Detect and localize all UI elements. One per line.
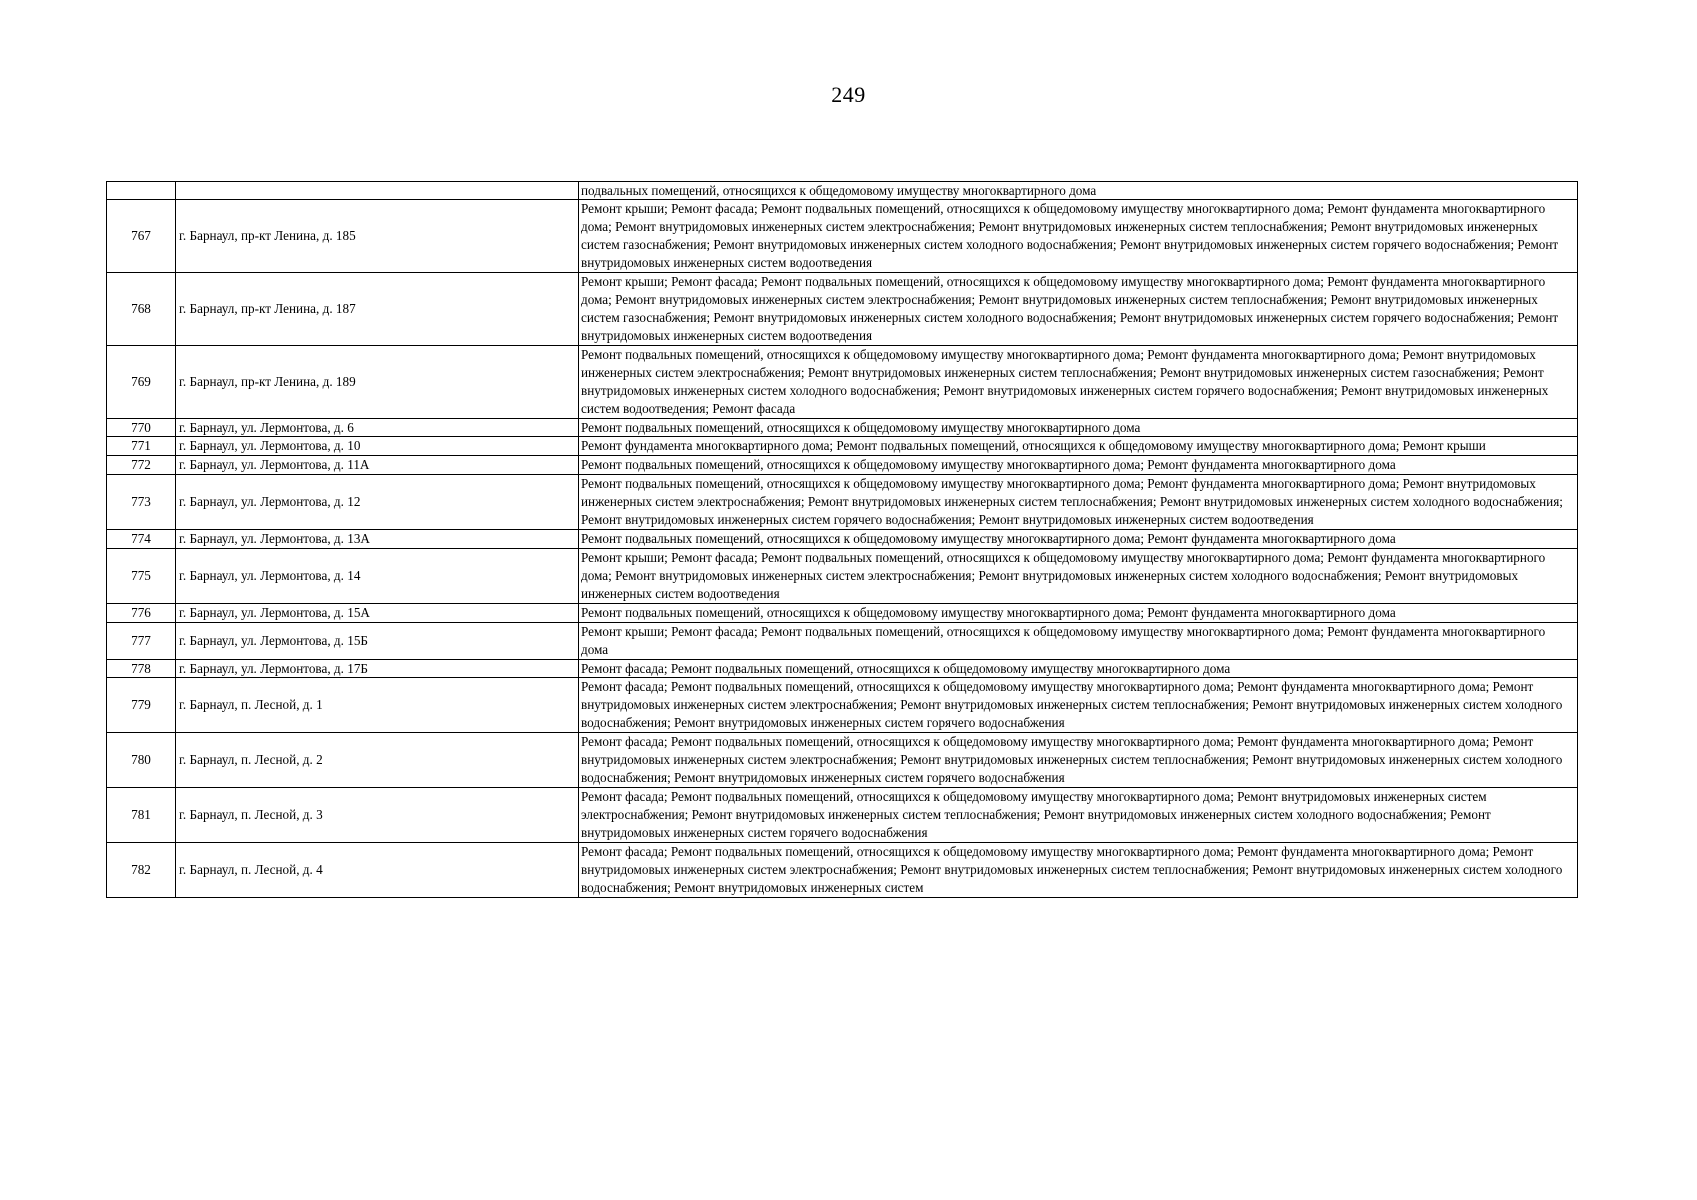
row-number-cell: 778 bbox=[107, 660, 176, 678]
address-cell: г. Барнаул, ул. Лермонтова, д. 14 bbox=[176, 549, 579, 604]
page-number: 249 bbox=[831, 82, 866, 107]
address-cell: г. Барнаул, п. Лесной, д. 1 bbox=[176, 678, 579, 733]
row-number-cell: 771 bbox=[107, 437, 176, 456]
table-row bbox=[107, 437, 1578, 456]
table-row bbox=[107, 419, 1578, 437]
works-cell: Ремонт фасада; Ремонт подвальных помещений, относящихся к общедомовому имуществу многоквартирного дома bbox=[579, 660, 1578, 678]
address-cell: г. Барнаул, ул. Лермонтова, д. 15Б bbox=[176, 623, 579, 660]
row-number-cell: 767 bbox=[107, 200, 176, 273]
row-number-cell: 780 bbox=[107, 733, 176, 788]
row-number-cell bbox=[107, 182, 176, 200]
row-number-cell: 770 bbox=[107, 419, 176, 437]
table-row bbox=[107, 660, 1578, 678]
address-cell: г. Барнаул, пр-кт Ленина, д. 187 bbox=[176, 273, 579, 346]
row-number-cell: 781 bbox=[107, 788, 176, 843]
row-number-cell: 775 bbox=[107, 549, 176, 604]
table-row bbox=[107, 733, 1578, 788]
works-cell: Ремонт подвальных помещений, относящихся к общедомовому имуществу многоквартирного дома; Ремонт фундамента многоквартирного дома; Ремонт внутридомовых инженерных систем электроснабжения; Ремонт внутридомовых инженерных систем теплоснабжения; Ремонт внутридомовых инженерных систем холодного водоснабжения; Ремонт внутридомовых инженерных систем горячего водоснабжения; Ремонт внутридомовых инженерных систем водоотведения bbox=[579, 475, 1578, 530]
table-row bbox=[107, 475, 1578, 530]
table-row bbox=[107, 549, 1578, 604]
works-cell: Ремонт подвальных помещений, относящихся к общедомовому имуществу многоквартирного дома bbox=[579, 419, 1578, 437]
works-cell: Ремонт подвальных помещений, относящихся к общедомовому имуществу многоквартирного дома; Ремонт фундамента многоквартирного дома bbox=[579, 456, 1578, 475]
works-cell: Ремонт крыши; Ремонт фасада; Ремонт подвальных помещений, относящихся к общедомовому имуществу многоквартирного дома; Ремонт фундамента многоквартирного дома; Ремонт внутридомовых инженерных систем электроснабжения; Ремонт внутридомовых инженерных систем теплоснабжения; Ремонт внутридомовых инженерных систем газоснабжения; Ремонт внутридомовых инженерных систем холодного водоснабжения; Ремонт внутридомовых инженерных систем горячего водоснабжения; Ремонт внутридомовых инженерных систем водоотведения bbox=[579, 200, 1578, 273]
works-cell: Ремонт подвальных помещений, относящихся к общедомовому имуществу многоквартирного дома; Ремонт фундамента многоквартирного дома; Ремонт внутридомовых инженерных систем электроснабжения; Ремонт внутридомовых инженерных систем теплоснабжения; Ремонт внутридомовых инженерных систем газоснабжения; Ремонт внутридомовых инженерных систем холодного водоснабжения; Ремонт внутридомовых инженерных систем горячего водоснабжения; Ремонт внутридомовых инженерных систем водоотведения; Ремонт фасада bbox=[579, 346, 1578, 419]
works-cell: Ремонт подвальных помещений, относящихся к общедомовому имуществу многоквартирного дома; Ремонт фундамента многоквартирного дома bbox=[579, 530, 1578, 549]
address-cell: г. Барнаул, п. Лесной, д. 4 bbox=[176, 843, 579, 898]
table-row bbox=[107, 678, 1578, 733]
address-cell: г. Барнаул, ул. Лермонтова, д. 17Б bbox=[176, 660, 579, 678]
works-cell: Ремонт фасада; Ремонт подвальных помещений, относящихся к общедомовому имуществу многоквартирного дома; Ремонт фундамента многоквартирного дома; Ремонт внутридомовых инженерных систем электроснабжения; Ремонт внутридомовых инженерных систем теплоснабжения; Ремонт внутридомовых инженерных систем холодного водоснабжения; Ремонт внутридомовых инженерных систем горячего водоснабжения bbox=[579, 733, 1578, 788]
table-row bbox=[107, 623, 1578, 660]
row-number-cell: 774 bbox=[107, 530, 176, 549]
works-cell: Ремонт крыши; Ремонт фасада; Ремонт подвальных помещений, относящихся к общедомовому имуществу многоквартирного дома; Ремонт фундамента многоквартирного дома; Ремонт внутридомовых инженерных систем электроснабжения; Ремонт внутридомовых инженерных систем теплоснабжения; Ремонт внутридомовых инженерных систем газоснабжения; Ремонт внутридомовых инженерных систем холодного водоснабжения; Ремонт внутридомовых инженерных систем горячего водоснабжения; Ремонт внутридомовых инженерных систем водоотведения bbox=[579, 273, 1578, 346]
address-cell: г. Барнаул, п. Лесной, д. 2 bbox=[176, 733, 579, 788]
address-cell: г. Барнаул, ул. Лермонтова, д. 10 bbox=[176, 437, 579, 456]
row-number-cell: 776 bbox=[107, 604, 176, 623]
row-number-cell: 773 bbox=[107, 475, 176, 530]
address-cell: г. Барнаул, ул. Лермонтова, д. 15А bbox=[176, 604, 579, 623]
table-row bbox=[107, 530, 1578, 549]
row-number-cell: 768 bbox=[107, 273, 176, 346]
table-row bbox=[107, 788, 1578, 843]
table-row-continuation bbox=[107, 182, 1578, 200]
repair-works-table bbox=[106, 181, 1578, 898]
table-row bbox=[107, 456, 1578, 475]
row-number-cell: 777 bbox=[107, 623, 176, 660]
row-number-cell: 769 bbox=[107, 346, 176, 419]
address-cell: г. Барнаул, ул. Лермонтова, д. 11А bbox=[176, 456, 579, 475]
address-cell bbox=[176, 182, 579, 200]
row-number-cell: 779 bbox=[107, 678, 176, 733]
address-cell: г. Барнаул, пр-кт Ленина, д. 185 bbox=[176, 200, 579, 273]
works-cell: подвальных помещений, относящихся к общедомовому имуществу многоквартирного дома bbox=[579, 182, 1578, 200]
table-row bbox=[107, 604, 1578, 623]
works-cell: Ремонт подвальных помещений, относящихся к общедомовому имуществу многоквартирного дома; Ремонт фундамента многоквартирного дома bbox=[579, 604, 1578, 623]
address-cell: г. Барнаул, п. Лесной, д. 3 bbox=[176, 788, 579, 843]
works-cell: Ремонт крыши; Ремонт фасада; Ремонт подвальных помещений, относящихся к общедомовому имуществу многоквартирного дома; Ремонт фундамента многоквартирного дома bbox=[579, 623, 1578, 660]
address-cell: г. Барнаул, ул. Лермонтова, д. 13А bbox=[176, 530, 579, 549]
works-cell: Ремонт крыши; Ремонт фасада; Ремонт подвальных помещений, относящихся к общедомовому имуществу многоквартирного дома; Ремонт фундамента многоквартирного дома; Ремонт внутридомовых инженерных систем электроснабжения; Ремонт внутридомовых инженерных систем холодного водоснабжения; Ремонт внутридомовых инженерных систем водоотведения bbox=[579, 549, 1578, 604]
address-cell: г. Барнаул, ул. Лермонтова, д. 12 bbox=[176, 475, 579, 530]
works-cell: Ремонт фасада; Ремонт подвальных помещений, относящихся к общедомовому имуществу многоквартирного дома; Ремонт фундамента многоквартирного дома; Ремонт внутридомовых инженерных систем электроснабжения; Ремонт внутридомовых инженерных систем теплоснабжения; Ремонт внутридомовых инженерных систем холодного водоснабжения; Ремонт внутридомовых инженерных систем bbox=[579, 843, 1578, 898]
address-cell: г. Барнаул, ул. Лермонтова, д. 6 bbox=[176, 419, 579, 437]
table-row bbox=[107, 200, 1578, 273]
works-cell: Ремонт фундамента многоквартирного дома; Ремонт подвальных помещений, относящихся к общедомовому имуществу многоквартирного дома; Ремонт крыши bbox=[579, 437, 1578, 456]
table-row bbox=[107, 273, 1578, 346]
row-number-cell: 772 bbox=[107, 456, 176, 475]
row-number-cell: 782 bbox=[107, 843, 176, 898]
works-cell: Ремонт фасада; Ремонт подвальных помещений, относящихся к общедомовому имуществу многоквартирного дома; Ремонт фундамента многоквартирного дома; Ремонт внутридомовых инженерных систем электроснабжения; Ремонт внутридомовых инженерных систем теплоснабжения; Ремонт внутридомовых инженерных систем холодного водоснабжения; Ремонт внутридомовых инженерных систем горячего водоснабжения bbox=[579, 678, 1578, 733]
table-row bbox=[107, 843, 1578, 898]
table-row bbox=[107, 346, 1578, 419]
address-cell: г. Барнаул, пр-кт Ленина, д. 189 bbox=[176, 346, 579, 419]
works-cell: Ремонт фасада; Ремонт подвальных помещений, относящихся к общедомовому имуществу многоквартирного дома; Ремонт внутридомовых инженерных систем электроснабжения; Ремонт внутридомовых инженерных систем теплоснабжения; Ремонт внутридомовых инженерных систем холодного водоснабжения; Ремонт внутридомовых инженерных систем горячего водоснабжения bbox=[579, 788, 1578, 843]
